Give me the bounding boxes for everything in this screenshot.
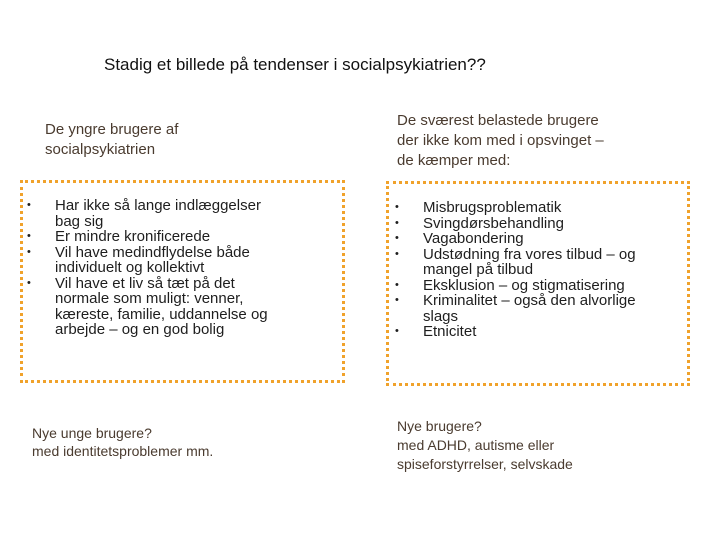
bullet-icon: • — [27, 230, 31, 242]
list-item — [27, 245, 327, 276]
footer-line: spiseforstyrrelser, selvskade — [397, 456, 573, 472]
bullet-icon: • — [395, 216, 399, 229]
list-item — [395, 293, 685, 324]
item-line: Har ikke så lange indlæggelser — [55, 197, 261, 214]
bullet-icon: • — [395, 294, 399, 306]
list-item — [395, 216, 685, 232]
item-line: Misbrugsproblematik — [423, 199, 562, 216]
left-column-heading — [45, 120, 305, 160]
heading-line: De sværest belastede brugere — [397, 112, 599, 129]
footer-line: med ADHD, autisme eller — [397, 437, 555, 453]
heading-line: der ikke kom med i opsvinget – — [397, 132, 604, 149]
bullet-icon: • — [27, 199, 31, 211]
left-bullet-list — [27, 198, 327, 338]
item-line: mangel på tilbud — [423, 261, 534, 278]
heading-line: De yngre brugere af — [45, 121, 179, 138]
item-line: Vagabondering — [423, 230, 524, 247]
item-line: Etnicitet — [423, 323, 477, 340]
item-line: arbejde – og en god bolig — [55, 321, 225, 338]
bullet-icon: • — [395, 325, 399, 337]
footer-line: Nye unge brugere? — [32, 425, 152, 441]
item-line: Svingdørsbehandling — [423, 214, 564, 232]
list-item — [395, 247, 685, 278]
item-line: individuelt og kollektivt — [55, 259, 205, 276]
item-line: Er mindre kronificerede — [55, 228, 211, 245]
footer-line: Nye brugere? — [397, 418, 482, 434]
right-footer-note — [397, 417, 697, 474]
right-bullet-list — [395, 200, 685, 340]
item-line: slags — [423, 307, 459, 325]
right-column-heading — [397, 111, 687, 171]
bullet-icon: • — [27, 276, 31, 289]
list-item — [27, 276, 327, 338]
bullet-icon: • — [27, 245, 31, 258]
list-item — [27, 198, 327, 229]
item-line: Udstødning fra vores tilbud – og — [423, 245, 636, 263]
item-line: Vil have medindflydelse både — [55, 243, 250, 261]
bullet-icon: • — [395, 232, 399, 244]
heading-line: de kæmper med: — [397, 152, 511, 169]
bullet-icon: • — [395, 278, 399, 291]
list-item — [395, 324, 685, 340]
list-item — [27, 229, 327, 245]
item-line: Vil have et liv så tæt på det — [55, 274, 235, 292]
item-line: kæreste, familie, uddannelse og — [55, 305, 268, 323]
left-footer-note — [32, 424, 322, 460]
list-item — [395, 231, 685, 247]
heading-line: socialpsykiatrien — [45, 141, 156, 158]
item-line: normale som muligt: venner, — [55, 290, 244, 307]
footer-line: med identitetsproblemer mm. — [32, 443, 214, 459]
bullet-icon: • — [395, 247, 399, 260]
item-line: bag sig — [55, 212, 104, 230]
bullet-icon: • — [395, 201, 399, 213]
item-line: Kriminalitet – også den alvorlige — [423, 292, 636, 309]
list-item — [395, 278, 685, 294]
slide-title: Stadig et billede på tendenser i socialpsykiatrien?? — [104, 55, 486, 74]
list-item — [395, 200, 685, 216]
item-line: Eksklusion – og stigmatisering — [423, 276, 625, 294]
